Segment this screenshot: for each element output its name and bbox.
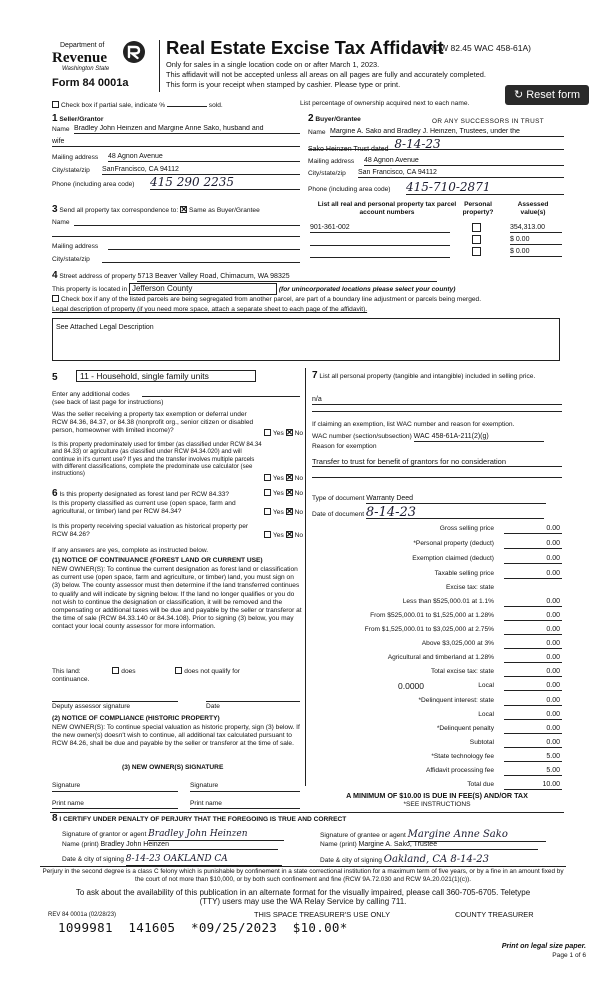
seller-mailing-input[interactable]: 48 Agnon Avenue	[108, 153, 300, 162]
parcel-personal-1[interactable]	[472, 223, 483, 234]
delinquent-local-row: Local 0.00	[312, 711, 562, 721]
agency-line3: Washington State	[62, 66, 110, 72]
corr-mailing-row: Mailing address	[52, 243, 300, 251]
grantee-date-input[interactable]: Oakland, CA 8-14-23	[384, 854, 544, 867]
partial-sale-label-b: sold.	[208, 102, 223, 109]
county-treasurer-label: COUNTY TREASURER	[455, 910, 534, 919]
partial-sale-checkbox[interactable]	[52, 101, 59, 108]
same-as-buyer-checkbox[interactable]	[180, 206, 187, 213]
corr-name-row: Name	[52, 219, 300, 227]
buyer-name-line2-row[interactable]	[308, 137, 564, 153]
if-yes-note: If any answers are yes, complete as instructed below.	[52, 547, 209, 554]
notice1-title: (1) NOTICE OF CONTINUANCE (FOREST LAND OR CURRENT USE)	[52, 557, 263, 564]
corr-mailing-input[interactable]	[108, 249, 300, 250]
tech-fee-input[interactable]: 5.00	[504, 753, 562, 762]
buyer-city-row: City/state/zip San Francisco, CA 94112	[308, 170, 564, 178]
seller-city-input[interactable]: SanFrancisco, CA 94112	[102, 166, 300, 175]
buyer-city-input[interactable]: San Francisco, CA 94112	[358, 169, 564, 178]
grantee-name-input[interactable]: Margine A. Sako, Trustee	[358, 841, 538, 850]
excise-state-row: Excise tax: state	[445, 584, 494, 591]
tier4-row: Above $3,025,000 at 3% 0.00	[312, 640, 562, 650]
land-does-checkbox[interactable]	[112, 667, 119, 674]
seller-city-row: City/state/zip SanFrancisco, CA 94112	[52, 167, 300, 175]
reason-input[interactable]: Transfer to trust for benefit of grantors for no consideration	[312, 457, 562, 467]
gross-selling-input[interactable]: 0.00	[504, 525, 562, 534]
parcel-personal-2[interactable]	[472, 235, 483, 246]
subtotal-row: Subtotal 0.00	[312, 739, 562, 749]
agency-line1: Department of	[60, 42, 105, 49]
form-title: Real Estate Excise Tax Affidavit	[166, 37, 444, 58]
buyer-successors-note: OR ANY SUCCESSORS IN TRUST	[432, 118, 545, 125]
buyer-mailing-input[interactable]: 48 Agnon Avenue	[364, 157, 564, 166]
section5-q1-answer: Yes ✕ No	[264, 429, 303, 438]
form-rcw: (RCW 82.45 WAC 458-61A)	[425, 43, 531, 53]
grantee-date-row: Date & city of signing Oakland, CA 8-14-23	[320, 854, 544, 867]
section7-heading: 7 List all personal property (tangible and intangible) included in selling price.	[312, 370, 536, 381]
parcel-value-2[interactable]: $ 0.00	[510, 236, 562, 245]
additional-codes-label: Enter any additional codes	[52, 391, 130, 398]
legal-paper-note: Print on legal size paper.	[501, 941, 586, 950]
land-does-not-checkbox[interactable]	[175, 667, 182, 674]
grantee-signature-row: Signature of grantee or agent Margine Anne Sako	[320, 829, 546, 842]
buyer-heading: 2 Buyer/Grantee	[308, 113, 361, 124]
ownership-note: List percentage of ownership acquired next to each name.	[300, 100, 470, 107]
total-due-input[interactable]: 10.00	[504, 781, 562, 790]
exemption-deduct-input[interactable]: 0.00	[504, 555, 562, 564]
segregated-row: Check box if any of the listed parcels are being segregated from another parcel, are part of a boundary line adjustment or parcels being merged.	[52, 295, 481, 304]
see-back-note: (see back of last page for instructions)	[52, 399, 164, 406]
land-use-select[interactable]: 11 - Household, single family units	[76, 370, 256, 382]
grantor-signature[interactable]: Bradley John Heinzen	[148, 829, 284, 841]
seller-heading: 1 Seller/Grantor	[52, 113, 104, 124]
subtitle-1: Only for sales in a single location code on or after March 1, 2023.	[166, 60, 380, 69]
seller-name-line2[interactable]: wife	[52, 138, 300, 147]
parcel-value-1[interactable]: 354,313.00	[510, 224, 562, 233]
tier2-row: From $525,000.01 to $1,525,000 at 1.28% 0.00	[312, 612, 562, 622]
agricultural-row: Agricultural and timberland at 1.28% 0.00	[312, 654, 562, 664]
total-state-input[interactable]: 0.00	[504, 668, 562, 677]
availability-line1: To ask about the availability of this publication in an alternate format for the visually impaired, please call 360-705-6705. Teletype	[75, 888, 531, 897]
availability-line2: (TTY) users may use the WA Relay Service by calling 711.	[199, 897, 407, 906]
county-row: This property is located in Jefferson County (for unincorporated locations please select your county)	[52, 284, 456, 293]
parcel-col-personal: Personal property?	[462, 201, 494, 216]
q1-yes-checkbox[interactable]	[264, 429, 271, 436]
taxable-selling-input[interactable]: 0.00	[504, 570, 562, 579]
legal-description-label: Legal description of property (if you need more space, attach a separate sheet to each page of the affidavit).	[52, 306, 368, 313]
section6-q1: 6 Is this property designated as forest land per RCW 84.33?	[52, 488, 230, 499]
this-land-row: This land: does does not qualify for	[52, 668, 240, 675]
agency-line2: Revenue	[52, 50, 107, 66]
corr-name-input[interactable]	[74, 225, 300, 226]
form-number: Form 84 0001a	[52, 77, 129, 89]
owner-signature-label-2: Signature	[190, 782, 219, 789]
wac-row: WAC number (section/subsection) WAC 458-61A-211(2)(g)	[312, 433, 544, 442]
q2-no-checkbox[interactable]	[286, 474, 293, 481]
partial-sale-row	[52, 100, 223, 110]
section8-heading: 8 I CERTIFY UNDER PENALTY OF PERJURY THAT THE FOREGOING IS TRUE AND CORRECT	[52, 813, 347, 824]
section5-q2-answer: Yes ✕ No	[264, 474, 303, 483]
personal-deduct-input[interactable]: 0.00	[504, 540, 562, 549]
street-row: 4 Street address of property 5713 Beaver Valley Road, Chimacum, WA 98325	[52, 270, 562, 282]
section6-q2: Is this property classified as current use (open space, farm and agricultural, or timber) land per RCW 84.34?	[52, 500, 236, 515]
local-input[interactable]: 0.00	[504, 682, 562, 691]
grantor-name-input[interactable]: Bradley John Heinzen	[100, 841, 278, 850]
q2-yes-checkbox[interactable]	[264, 474, 271, 481]
agricultural-input[interactable]: 0.00	[504, 654, 562, 663]
grantee-name-row: Name (print) Margine A. Sako, Trustee	[320, 841, 538, 850]
buyer-name-row: Name Margine A. Sako and Bradley J. Heinzen, Trustees, under the	[308, 129, 564, 137]
delinquent-penalty-input[interactable]: 0.00	[504, 725, 562, 734]
legal-description-input[interactable]: See Attached Legal Description	[52, 318, 560, 361]
perjury-note: Perjury in the second degree is a class C felony which is punishable by confinement in a state correctional institution for a maximum term of five years, or by a fine in an amount fixed by the court of not more than $10,000, or by both such confinement and fine (RCW 9A.72.030 and RCW 9A.20.021(1)(c)).	[42, 868, 564, 883]
exemption-note: If claiming an exemption, list WAC number and reason for exemption.	[312, 421, 515, 428]
buyer-phone-input[interactable]: 415-710-2871	[406, 180, 564, 195]
minimum-due-note: A MINIMUM OF $10.00 IS DUE IN FEE(S) AND/OR TAX	[346, 791, 528, 800]
subtitle-3: This form is your receipt when stamped by cashier. Please type or print.	[166, 80, 401, 89]
parcel-col-assessed: Assessed value(s)	[517, 201, 549, 216]
grantor-date-input[interactable]: 8-14-23 OAKLAND CA	[126, 854, 282, 866]
tier1-row: Less than $525,000.01 at 1.1% 0.00	[312, 598, 562, 608]
reason-label: Reason for exemption	[312, 443, 377, 450]
continuance-label: continuance.	[52, 676, 90, 683]
seller-name-line1[interactable]: Bradley John Heinzen and Margine Anne Sako, husband and	[74, 125, 300, 134]
notice2-title: (2) NOTICE OF COMPLIANCE (HISTORIC PROPERTY)	[52, 715, 220, 722]
q1-no-checkbox[interactable]	[286, 429, 293, 436]
subtitle-2: This affidavit will not be accepted unless all areas on all pages are fully and accurately completed.	[166, 70, 486, 79]
cashier-stamp: 1099981 141605 *09/25/2023 $10.00*	[58, 920, 348, 935]
partial-sale-input[interactable]	[167, 100, 207, 107]
buyer-name-line1[interactable]: Margine A. Sako and Bradley J. Heinzen, Trustees, under the	[330, 128, 564, 137]
buyer-phone-row: Phone (including area code) 415-710-2871	[308, 186, 564, 194]
deputy-signature-label: Deputy assessor signature	[52, 703, 131, 710]
revision-code: REV 84 0001a (02/28/23)	[48, 912, 117, 918]
grantee-signature[interactable]: Margine Anne Sako	[408, 829, 546, 842]
partial-sale-label: Check box if partial sale, indicate %	[61, 102, 166, 109]
doc-type-input[interactable]: Warranty Deed	[366, 495, 546, 504]
correspondence-heading: 3 Send all property tax correspondence to: ✕ Same as Buyer/Grantee	[52, 204, 260, 216]
owner-print-label-2: Print name	[190, 800, 222, 807]
street-input[interactable]: 5713 Beaver Valley Road, Chimacum, WA 98325	[137, 273, 437, 282]
doc-date-row: Date of document 8-14-23	[312, 507, 544, 519]
grantor-signature-row: Signature of grantor or agent Bradley John Heinzen	[62, 829, 284, 841]
forest-yes-checkbox[interactable]	[264, 489, 271, 496]
parcel-personal-3[interactable]	[472, 247, 483, 258]
buyer-mailing-row: Mailing address 48 Agnon Avenue	[308, 158, 564, 166]
taxable-selling-row: Taxable selling price 0.00	[312, 570, 562, 580]
doc-type-row: Type of document Warranty Deed	[312, 495, 546, 504]
tech-fee-row: *State technology fee 5.00	[312, 753, 562, 763]
current-use-yes-checkbox[interactable]	[264, 508, 271, 515]
personal-property-input[interactable]: n/a	[312, 396, 562, 405]
section6-q3: Is this property receiving special valuation as historical property per RCW 84.26?	[52, 523, 249, 538]
doc-date-input[interactable]: 8-14-23	[366, 507, 544, 519]
wac-input[interactable]: WAC 458-61A-211(2)(g)	[414, 433, 544, 442]
segregated-checkbox[interactable]	[52, 295, 59, 302]
section5-q1: Was the seller receiving a property tax exemption or deferral under RCW 84.36, 84.37, or 84.38 (nonprofit org., senior citizen or disabled person, homeowner with limited income)?	[52, 411, 254, 434]
delinquent-state-input[interactable]: 0.00	[504, 697, 562, 706]
section6-q2-answer: Yes ✕ No	[264, 508, 303, 517]
corr-city-row: City/state/zip	[52, 256, 300, 264]
historic-yes-checkbox[interactable]	[264, 531, 271, 538]
reset-form-label: Reset form	[526, 89, 581, 101]
parcel-number-2[interactable]	[310, 237, 450, 246]
grantor-name-row: Name (print) Bradley John Heinzen	[62, 841, 278, 850]
tier3-input[interactable]: 0.00	[504, 626, 562, 635]
buyer-name-line2: Sako Heinzen Trust dated	[308, 146, 389, 153]
local-row: 0.0000 Local 0.00	[398, 681, 560, 691]
exemption-deduct-row: Exemption claimed (deduct) 0.00	[312, 555, 562, 565]
notice2-body: NEW OWNER(S): To continue special valuation as historic property, sign (3) below. If the new owner(s) doesn't wish to continue, all additional tax calculated pursuant to RCW 84.26, shall be due and payable by the seller or transferor at the time of sale.	[52, 724, 300, 748]
trust-date: 8-14-23	[394, 137, 441, 151]
section6-q3-answer: Yes ✕ No	[264, 531, 303, 540]
tier4-input[interactable]: 0.00	[504, 640, 562, 649]
seller-phone-input[interactable]: 415 290 2235	[150, 175, 300, 190]
processing-fee-input[interactable]: 5.00	[504, 767, 562, 776]
revenue-emblem-icon	[122, 40, 146, 64]
county-select[interactable]: Jefferson County	[129, 283, 277, 295]
page-number: Page 1 of 6	[552, 952, 586, 959]
owner-signature-label-1: Signature	[52, 782, 81, 789]
processing-fee-row: Affidavit processing fee 5.00	[312, 767, 562, 777]
section6-q1-answer: Yes ✕ No	[264, 489, 303, 498]
corr-city-input[interactable]	[102, 262, 300, 263]
total-due-row: Total due 10.00	[312, 781, 562, 791]
parcel-col-numbers: List all real and personal property tax parcel account numbers	[317, 201, 457, 216]
reset-form-button[interactable]	[505, 85, 589, 105]
subtotal-input[interactable]: 0.00	[504, 739, 562, 748]
current-use-no-checkbox[interactable]	[286, 508, 293, 515]
delinquent-local-input[interactable]: 0.00	[504, 711, 562, 720]
parcel-value-3[interactable]: $ 0.00	[510, 248, 562, 257]
seller-phone-row: Phone (including area code) 415 290 2235	[52, 181, 300, 189]
revenue-logo	[52, 40, 156, 96]
gross-selling-row: Gross selling price 0.00	[312, 525, 562, 535]
delinquent-penalty-row: *Delinquent penalty 0.00	[312, 725, 562, 735]
owner-print-label-1: Print name	[52, 800, 84, 807]
additional-codes-input[interactable]	[142, 389, 300, 397]
total-state-row: Total excise tax: state 0.00	[312, 668, 562, 678]
forest-no-checkbox[interactable]	[286, 489, 293, 496]
personal-deduct-row: *Personal property (deduct) 0.00	[312, 540, 562, 550]
reset-icon: ↻	[513, 89, 524, 101]
parcel-number-1[interactable]: 901-361-002	[310, 224, 450, 233]
tier2-input[interactable]: 0.00	[504, 612, 562, 621]
historic-no-checkbox[interactable]	[286, 531, 293, 538]
tier3-row: From $1,525,000.01 to $3,025,000 at 2.75% 0.00	[312, 626, 562, 636]
treasurer-use-label: THIS SPACE TREASURER'S USE ONLY	[254, 910, 391, 919]
section5-num: 5	[52, 372, 58, 383]
see-instructions-note: *SEE INSTRUCTIONS	[403, 801, 471, 808]
notice3-title: (3) NEW OWNER(S) SIGNATURE	[122, 764, 224, 771]
section5-q2: Is this property predominately used for timber (as classified under RCW 84.34 and 84.33) or agriculture (as classified under RCW 84.34.020) and will continue in it's current use? If yes and the transfer involves multiple parcels with different classifications, complete the predominate use calculator (see instructions)	[52, 441, 262, 478]
tier1-input[interactable]: 0.00	[504, 598, 562, 607]
grantor-date-row: Date & city of signing 8-14-23 OAKLAND CA	[62, 854, 282, 866]
deputy-date-label: Date	[206, 703, 220, 710]
local-rate: 0.0000	[398, 681, 424, 691]
notice1-body: NEW OWNER(S): To continue the current designation as forest land or classification as current use (open space, farm and agriculture, or timber) land, you must sign on (3) below. The county assessor must then determine if the land transferred continues to qualify and will indicate by signing below. If the land no longer qualifies or you do not wish to continue the designation or classification, it will be removed and the compensating or additional taxes will be due and payable by the seller or transferor at the time of sale (RCW 84.33.140 or 84.34.108). Prior to signing (3) below, you may contact your local county assessor for more information.	[52, 566, 302, 631]
seller-mailing-row: Mailing address 48 Agnon Avenue	[52, 154, 300, 162]
parcel-number-3[interactable]	[310, 249, 450, 258]
seller-name-row: Name Bradley John Heinzen and Margine Anne Sako, husband and	[52, 126, 300, 134]
delinquent-state-row: *Delinquent interest: state 0.00	[312, 697, 562, 707]
